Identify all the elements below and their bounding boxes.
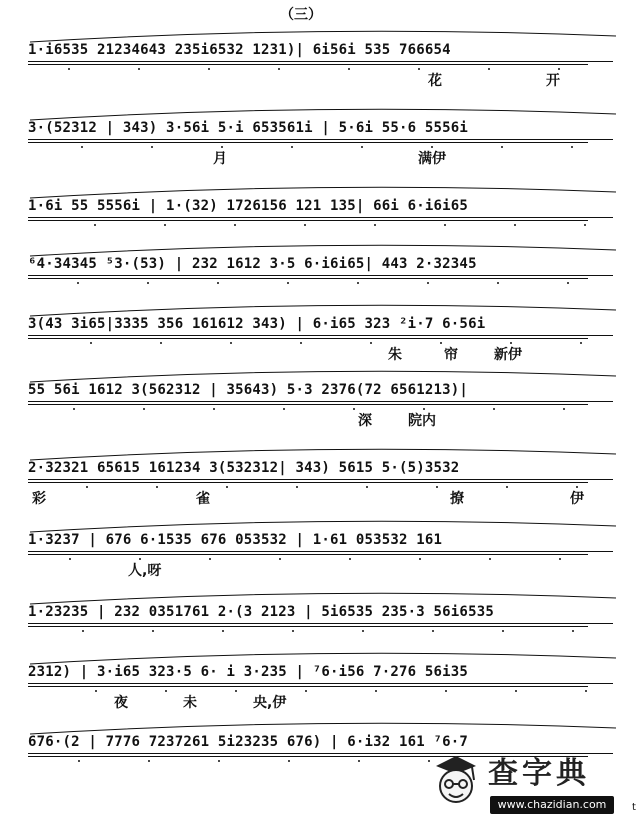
score-line	[28, 512, 618, 582]
octave-dot	[148, 760, 150, 762]
octave-dot	[300, 342, 302, 344]
underline	[28, 626, 588, 627]
octave-dot	[147, 282, 149, 284]
section-title: （三）	[280, 7, 322, 23]
underline	[28, 401, 613, 402]
octave-dot	[143, 408, 145, 410]
octave-dot	[69, 558, 71, 560]
score-line	[28, 22, 618, 92]
octave-dot	[584, 224, 586, 226]
lyric: 撩	[450, 491, 464, 507]
octave-dot	[585, 690, 587, 692]
octave-dot	[68, 68, 70, 70]
lyric: 花	[428, 73, 442, 89]
octave-dot	[94, 224, 96, 226]
octave-dot	[358, 760, 360, 762]
octave-dot	[217, 282, 219, 284]
lyric: 满伊	[418, 151, 446, 167]
octave-dot	[497, 282, 499, 284]
octave-dot	[572, 630, 574, 632]
underline	[28, 61, 613, 62]
notation-text: 1·i6535 21234643 235i6532 1231)| 6i56i 535 766654	[28, 42, 451, 58]
slur-arc	[28, 296, 618, 318]
underline	[28, 683, 613, 684]
octave-dot	[580, 342, 582, 344]
notation-text: 2·32321 65615 161234 3(532312| 343) 5615 5·(5)3532	[28, 460, 460, 476]
score-line	[28, 644, 618, 714]
octave-dot	[77, 282, 79, 284]
octave-dot	[514, 224, 516, 226]
octave-dot	[357, 282, 359, 284]
octave-dot	[82, 630, 84, 632]
octave-dot	[296, 486, 298, 488]
underline	[28, 139, 613, 140]
lyric: 彩	[32, 491, 46, 507]
octave-dot	[152, 630, 154, 632]
octave-dot	[222, 630, 224, 632]
notation-text: 3·(52312 | 343) 3·56i 5·i 653561i | 5·6i 55·6 5556i	[28, 120, 469, 136]
notation-text: 55 56i 1612 3(562312 | 35643) 5·3 2376(72 6561213)|	[28, 382, 469, 398]
lyric: 月	[213, 151, 227, 167]
lyric: 伊	[570, 491, 584, 507]
octave-dot	[501, 146, 503, 148]
octave-dot	[138, 68, 140, 70]
underline	[28, 554, 588, 555]
octave-dot	[362, 630, 364, 632]
octave-dot	[366, 486, 368, 488]
octave-dot	[436, 486, 438, 488]
octave-dot	[571, 146, 573, 148]
slur-arc	[28, 714, 618, 736]
octave-dot	[234, 224, 236, 226]
score-line	[28, 440, 618, 510]
underline	[28, 482, 588, 483]
octave-dot	[218, 760, 220, 762]
octave-dot	[226, 486, 228, 488]
watermark-brand: 查字典	[488, 756, 590, 791]
scholar-face-icon	[432, 752, 480, 808]
octave-dot	[279, 558, 281, 560]
notation-text: 1·3237 | 676 6·1535 676 053532 | 1·61 053532 161	[28, 532, 443, 548]
octave-dot	[86, 486, 88, 488]
slur-arc	[28, 178, 618, 200]
underline	[28, 551, 613, 552]
octave-dot	[493, 408, 495, 410]
underline	[28, 278, 588, 279]
underline	[28, 64, 588, 65]
octave-dot	[370, 342, 372, 344]
score-line	[28, 362, 618, 432]
octave-dot	[292, 630, 294, 632]
octave-dot	[213, 408, 215, 410]
lyric: 开	[546, 73, 560, 89]
octave-dot	[278, 68, 280, 70]
octave-dot	[353, 408, 355, 410]
notation-text: 3(43 3i65|3335 356 161612 343) | 6·i65 323 ²i·7 6·56i	[28, 316, 486, 332]
octave-dot	[375, 690, 377, 692]
octave-dot	[563, 408, 565, 410]
lyric: 深	[358, 413, 372, 429]
lyric: 未	[183, 695, 197, 711]
notation-text: 1·23235 | 232 0351761 2·(3 2123 | 5i6535 235·3 56i6535	[28, 604, 494, 620]
octave-dot	[151, 146, 153, 148]
octave-dot	[288, 760, 290, 762]
octave-dot	[559, 558, 561, 560]
octave-dot	[156, 486, 158, 488]
octave-dot	[440, 342, 442, 344]
octave-dot	[419, 558, 421, 560]
underline	[28, 338, 588, 339]
octave-dot	[488, 68, 490, 70]
score-line	[28, 100, 618, 170]
underline	[28, 686, 588, 687]
octave-dot	[304, 224, 306, 226]
lyric: 雀	[196, 491, 210, 507]
lyric: 朱	[388, 347, 402, 363]
octave-dot	[349, 558, 351, 560]
underline	[28, 217, 613, 218]
slur-arc	[28, 644, 618, 666]
octave-dot	[418, 68, 420, 70]
underline	[28, 404, 588, 405]
lyric: 央,伊	[253, 695, 287, 711]
lyric: 新伊	[494, 347, 522, 363]
octave-dot	[81, 146, 83, 148]
notation-text: 2312) | 3·i65 323·5 6· i 3·235 | ⁷6·i56 7·276 56i35	[28, 664, 469, 680]
octave-dot	[428, 760, 430, 762]
underline	[28, 275, 613, 276]
octave-dot	[361, 146, 363, 148]
lyric: 帘	[444, 347, 458, 363]
score-line	[28, 296, 618, 366]
octave-dot	[73, 408, 75, 410]
octave-dot	[230, 342, 232, 344]
slur-arc	[28, 22, 618, 44]
underline	[28, 142, 588, 143]
slur-arc	[28, 100, 618, 122]
underline	[28, 623, 613, 624]
octave-dot	[515, 690, 517, 692]
slur-arc	[28, 584, 618, 606]
octave-dot	[164, 224, 166, 226]
octave-dot	[208, 68, 210, 70]
octave-dot	[95, 690, 97, 692]
octave-dot	[502, 630, 504, 632]
notation-text: ⁶4·34345 ⁵3·(53) | 232 1612 3·5 6·i6i65| 443 2·32345	[28, 256, 477, 272]
slur-arc	[28, 362, 618, 384]
octave-dot	[427, 282, 429, 284]
octave-dot	[374, 224, 376, 226]
octave-dot	[287, 282, 289, 284]
slur-arc	[28, 236, 618, 258]
slur-arc	[28, 512, 618, 534]
underline	[28, 335, 613, 336]
watermark-trail: t	[632, 802, 636, 813]
octave-dot	[432, 630, 434, 632]
octave-dot	[78, 760, 80, 762]
octave-dot	[209, 558, 211, 560]
octave-dot	[506, 486, 508, 488]
octave-dot	[160, 342, 162, 344]
lyric: 院内	[408, 413, 436, 429]
octave-dot	[165, 690, 167, 692]
octave-dot	[445, 690, 447, 692]
lyric: 人,呀	[128, 563, 162, 579]
octave-dot	[489, 558, 491, 560]
lyric: 夜	[114, 695, 128, 711]
octave-dot	[291, 146, 293, 148]
octave-dot	[567, 282, 569, 284]
octave-dot	[90, 342, 92, 344]
notation-text: 676·(2 | 7776 7237261 5i23235 676) | 6·i32 161 ⁷6·7	[28, 734, 469, 750]
notation-text: 1·6i 55 5556i | 1·(32) 1726156 121 135| 66i 6·i6i65	[28, 198, 469, 214]
underline	[28, 220, 588, 221]
octave-dot	[235, 690, 237, 692]
watermark-url: www.chazidian.com	[490, 796, 614, 814]
octave-dot	[444, 224, 446, 226]
slur-arc	[28, 440, 618, 462]
octave-dot	[283, 408, 285, 410]
underline	[28, 479, 613, 480]
octave-dot	[305, 690, 307, 692]
octave-dot	[348, 68, 350, 70]
